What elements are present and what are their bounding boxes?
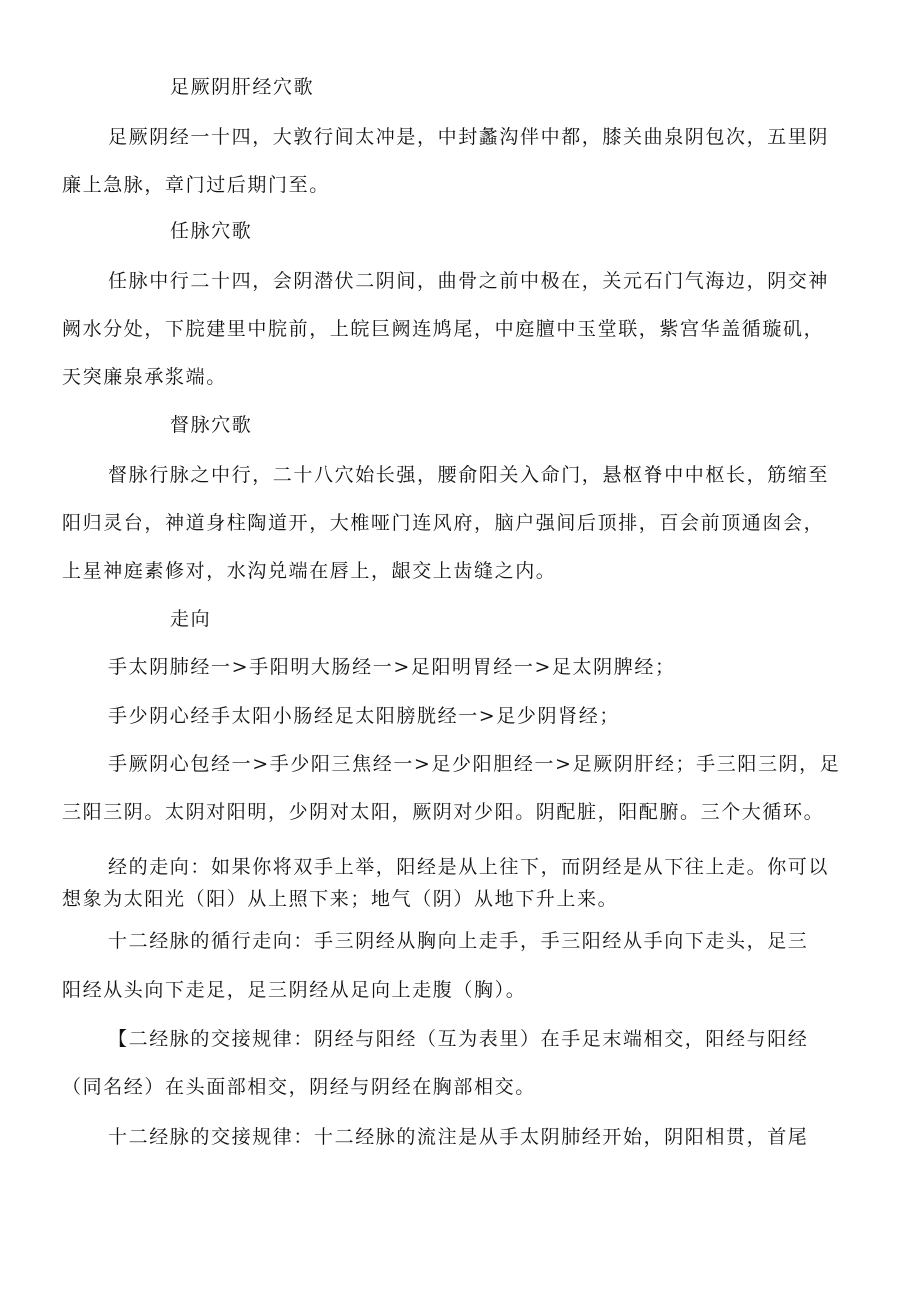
text-line: 手厥阴心包经一>手少阳三焦经一>足少阳胆经一>足厥阴肝经；手三阳三阴，足: [108, 753, 841, 775]
text-line: 天突廉泉承浆端。: [62, 366, 227, 388]
heading-ren-meridian: [62, 216, 862, 242]
paragraph-du-meridian-song: [62, 460, 862, 590]
text-line: 【二经脉的交接规律：阴经与阳经（互为表里）在手足末端相交，阳经与阳经: [108, 1028, 809, 1050]
text-line: 手太阴肺经一>手阳明大肠经一>足阳明胃经一>足太阴脾经；: [108, 656, 676, 678]
text-line: 经的走向：如果你将双手上举，阳经是从上往下，而阴经是从下往上走。你可以: [108, 856, 830, 878]
text-line: 十二经脉的交接规律：十二经脉的流注是从手太阴肺经开始，阴阳相贯，首尾: [108, 1126, 809, 1148]
heading-liver-meridian: [62, 72, 862, 98]
paragraph-circulation-2: [62, 701, 862, 727]
paragraph-twelve-meridians-junction: [62, 1122, 862, 1148]
text-line: 廉上急脉，章门过后期门至。: [62, 174, 330, 196]
paragraph-twelve-meridians-direction: [62, 926, 862, 1006]
text-line: 三阳三阴。太阴对阳明，少阴对太阳，厥阴对少阳。阴配脏，阳配腑。三个大循环。: [62, 801, 825, 823]
text-line: 任脉穴歌: [170, 220, 253, 242]
text-line: 上星神庭素修对，水沟兑端在唇上，龈交上齿缝之内。: [62, 560, 557, 582]
text-line: 手少阴心经手太阳小肠经足太阳膀胱经一>足少阴肾经；: [108, 705, 620, 727]
heading-du-meridian: [62, 410, 862, 436]
text-line: 阙水分处，下脘建里中脘前，上皖巨阙连鸠尾，中庭膻中玉堂联，紫宫华盖循璇矶，: [62, 318, 825, 340]
text-line: 十二经脉的循行走向：手三阴经从胸向上走手，手三阳经从手向下走头，足三: [108, 930, 809, 952]
text-line: （同名经）在头面部相交，阴经与阴经在胸部相交。: [62, 1076, 536, 1098]
text-line: 督脉穴歌: [170, 414, 253, 436]
paragraph-junction-rule: [62, 1024, 862, 1104]
heading-direction: [62, 604, 862, 630]
paragraph-meridian-direction: [62, 852, 862, 912]
paragraph-ren-meridian-song: [62, 266, 862, 396]
text-line: 督脉行脉之中行，二十八穴始长强，腰俞阳关入命门，悬枢脊中中枢长，筋缩至: [108, 464, 830, 486]
text-line: 足厥阴肝经穴歌: [170, 76, 315, 98]
text-line: 阳归灵台，神道身柱陶道开，大椎哑门连风府，脑户强间后顶排，百会前顶通囱会，: [62, 512, 825, 534]
paragraph-circulation-1: [62, 652, 862, 678]
text-line: 走向: [170, 608, 212, 630]
text-line: 阳经从头向下走足，足三阴经从足向上走腹（胸）。: [62, 979, 527, 1001]
text-line: 想象为太阳光（阳）从上照下来；地气（阴）从地下升上来。: [62, 888, 619, 910]
paragraph-liver-meridian-song: [62, 122, 862, 202]
text-line: 任脉中行二十四，会阴潜伏二阴间，曲骨之前中极在，关元石门气海边，阴交神: [108, 270, 830, 292]
paragraph-circulation-3: [62, 749, 862, 829]
text-line: 足厥阴经一十四，大敦行间太冲是，中封蠡沟伴中都，膝关曲泉阴包次，五里阴: [108, 126, 830, 148]
